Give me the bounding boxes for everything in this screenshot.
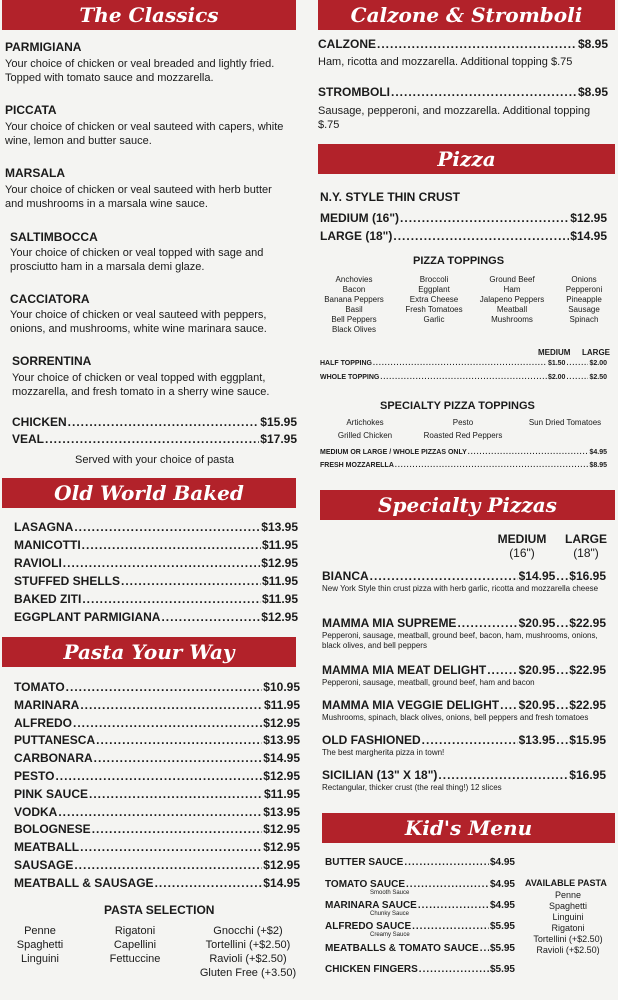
pasta-option: Penne — [24, 925, 56, 937]
price-row-whole-topping — [320, 373, 607, 382]
item-name: LASAGNA — [14, 520, 74, 534]
pasta-option: Rigatoni — [551, 923, 585, 933]
item-name: TOMATO SAUCE — [325, 879, 406, 890]
price-row — [14, 592, 298, 606]
item-price: $13.95 — [263, 804, 300, 819]
item-name: WHOLE TOPPING — [320, 374, 380, 381]
pasta-selection-col — [196, 924, 300, 980]
item-price: $16.95 — [569, 569, 606, 583]
item-price: $2.00 — [547, 374, 566, 381]
pasta-option: Spaghetti — [548, 901, 588, 911]
price-row — [14, 538, 298, 552]
item-name: RAVIOLI — [14, 556, 62, 570]
item-price: $15.95 — [260, 415, 297, 429]
item-subtitle: Creamy Sauce — [370, 932, 410, 938]
item-price: $5.95 — [489, 943, 515, 954]
item-name: MEDIUM (16") — [320, 211, 400, 225]
item-price: $12.95 — [263, 769, 300, 783]
item-name: ALFREDO SAUCE — [325, 921, 412, 932]
item-price: $4.95 — [589, 449, 607, 456]
price-row — [322, 768, 606, 782]
price-row-veal — [12, 432, 297, 446]
price-row — [325, 942, 515, 956]
pasta-option: Rigatoni — [114, 925, 156, 937]
item-price: $11.95 — [261, 574, 298, 588]
specialty-header-large — [562, 532, 610, 560]
item-price: $10.95 — [263, 680, 300, 694]
item-price: $22.95 — [569, 663, 606, 677]
item-price: $17.95 — [260, 432, 297, 446]
price-row — [14, 858, 300, 872]
pasta-selection-col — [100, 924, 170, 966]
pasta-option: Gnocchi (+$2) — [213, 925, 283, 937]
pizza-style: N.Y. STYLE THIN CRUST — [320, 190, 461, 204]
header-size: (18") — [573, 546, 599, 560]
price-row — [322, 663, 606, 677]
classics-item-name: PICCATA — [5, 103, 57, 117]
item-price: $2.50 — [589, 374, 607, 381]
topping: Black Olives — [331, 325, 376, 334]
item-name: MAMMA MIA MEAT DELIGHT — [322, 663, 487, 677]
topping: Sausage — [568, 305, 600, 314]
item-price: $4.95 — [489, 857, 515, 868]
item-name: EGGPLANT PARMIGIANA — [14, 610, 161, 624]
topping-header-medium: MEDIUM — [538, 348, 571, 357]
item-price: $20.95 — [518, 663, 556, 677]
classics-item-name: MARSALA — [5, 166, 65, 180]
item-price: $15.95 — [569, 733, 606, 747]
item-name: PESTO — [14, 769, 55, 783]
item-desc: Pepperoni, sausage, meatball, ground beef, ham and bacon — [322, 678, 535, 687]
price-row — [14, 840, 300, 854]
topping: Mushrooms — [491, 315, 533, 324]
classics-item-name: SORRENTINA — [12, 354, 92, 368]
price-row-specialty-topping — [320, 448, 607, 457]
item-price: $20.95 — [518, 698, 556, 712]
item-name: BAKED ZITI — [14, 592, 82, 606]
topping: Basil — [345, 305, 363, 314]
price-row — [14, 787, 300, 801]
header-size: (16") — [509, 546, 535, 560]
kids-banner: Kid's Menu — [322, 813, 615, 843]
kids-pasta-list — [525, 890, 611, 956]
stromboli-desc: Sausage, pepperoni, and mozzarella. Additional topping $.75 — [318, 105, 591, 131]
item-name: MEATBALL — [14, 840, 80, 855]
price-row-pizza-medium — [320, 211, 607, 225]
price-row-fresh-mozzarella — [320, 461, 607, 470]
pasta-option: Linguini — [552, 912, 584, 922]
pasta-option: Tortellini (+$2.50) — [533, 934, 603, 944]
item-desc: The best margherita pizza in town! — [322, 748, 445, 757]
toppings-col — [476, 275, 548, 325]
topping: Pineapple — [566, 295, 602, 304]
item-subtitle: Smooth Sauce — [370, 890, 410, 896]
price-row — [322, 698, 606, 712]
topping: Garlic — [423, 315, 445, 324]
header-label: MEDIUM — [497, 532, 547, 546]
specialty-pizzas-banner: Specialty Pizzas — [320, 490, 615, 520]
item-price: $12.95 — [261, 610, 298, 624]
topping: Pepperoni — [565, 285, 603, 294]
item-name: MEDIUM OR LARGE / WHOLE PIZZAS ONLY — [320, 449, 467, 456]
pasta-option: Fettuccine — [109, 953, 161, 965]
topping: Onions — [571, 275, 597, 284]
item-price: $11.95 — [263, 786, 300, 801]
specialty-topping: Pesto — [452, 418, 474, 427]
item-name: BUTTER SAUCE — [325, 857, 404, 868]
item-price: $14.95 — [263, 875, 300, 890]
item-price: $14.95 — [570, 229, 607, 243]
price-row — [325, 899, 515, 913]
item-name: ALFREDO — [14, 715, 72, 730]
classics-item-desc: Your choice of chicken or veal sauteed with capers, white wine, lemon and butter sauce. — [5, 121, 284, 147]
pasta-banner: Pasta Your Way — [2, 637, 296, 667]
item-price: $11.95 — [261, 592, 298, 606]
item-price: $4.95 — [489, 879, 515, 890]
item-name: PINK SAUCE — [14, 786, 89, 801]
topping: Ground Beef — [489, 275, 535, 284]
price-row — [322, 569, 606, 583]
price-row — [14, 680, 300, 694]
classics-item-desc: Your choice of chicken or veal sauteed with peppers, onions, and mushrooms, white wine marinara sauce. — [10, 309, 267, 335]
item-name: LARGE (18") — [320, 229, 393, 243]
item-price: $20.95 — [518, 616, 556, 630]
classics-item-name: CACCIATORA — [10, 292, 90, 306]
price-row — [14, 520, 298, 534]
item-name: MARINARA SAUCE — [325, 900, 417, 911]
price-row — [14, 733, 300, 747]
price-row — [325, 856, 515, 870]
pasta-option: Gluten Free (+3.50) — [199, 967, 297, 979]
topping: Meatball — [496, 305, 528, 314]
classics-item-name: PARMIGIANA — [5, 40, 82, 54]
item-price: $12.95 — [263, 715, 300, 730]
item-name: CARBONARA — [14, 751, 93, 766]
price-row — [14, 716, 300, 730]
price-row — [14, 822, 300, 836]
item-price: $12.95 — [263, 840, 300, 855]
item-price: $5.95 — [489, 964, 515, 975]
pasta-option: Ravioli (+$2.50) — [536, 945, 600, 955]
pasta-note: Served with your choice of pasta — [75, 454, 234, 466]
calzone-banner: Calzone & Stromboli — [318, 0, 615, 30]
topping: Broccoli — [419, 275, 449, 284]
specialty-topping: Artichokes — [346, 418, 384, 427]
specialty-topping: Sun Dried Tomatoes — [528, 418, 602, 427]
item-name: CALZONE — [318, 37, 376, 51]
item-name: FRESH MOZZARELLA — [320, 462, 394, 469]
toppings-col — [556, 275, 612, 325]
item-name: TOMATO — [14, 680, 65, 694]
topping: Spinach — [569, 315, 599, 324]
price-row — [14, 574, 298, 588]
item-name: STROMBOLI — [318, 85, 390, 99]
item-name: VEAL — [12, 432, 45, 446]
topping: Fresh Tomatoes — [405, 305, 463, 314]
price-row-pizza-large — [320, 229, 607, 243]
item-price: $13.95 — [261, 520, 298, 534]
price-row-stromboli — [318, 85, 608, 99]
item-price: $11.95 — [261, 538, 298, 552]
item-price: $22.95 — [569, 698, 606, 712]
item-price: $8.95 — [589, 462, 607, 469]
pasta-option: Ravioli (+$2.50) — [209, 953, 287, 965]
topping: Extra Cheese — [409, 295, 459, 304]
item-price: $11.95 — [263, 697, 300, 712]
classics-item-desc: Your choice of chicken or veal topped with sage and prosciutto ham in a marsala demi glaze. — [10, 247, 264, 273]
item-price: $12.95 — [261, 556, 298, 570]
item-name: MAMMA MIA SUPREME — [322, 616, 457, 630]
item-name: SICILIAN (13" X 18") — [322, 768, 438, 782]
item-name: HALF TOPPING — [320, 360, 372, 367]
item-name: MAMMA MIA VEGGIE DELIGHT — [322, 698, 500, 712]
item-price: $22.95 — [569, 616, 606, 630]
classics-item-desc: Your choice of chicken or veal topped with eggplant, mozzarella, and fresh tomato in a sherry wine sauce. — [12, 372, 270, 398]
item-name: CHICKEN — [12, 415, 67, 429]
price-row — [325, 920, 515, 934]
item-price: $13.95 — [263, 733, 300, 748]
item-name: PUTTANESCA — [14, 733, 96, 748]
price-row-half-topping — [320, 359, 607, 368]
topping: Eggplant — [418, 285, 450, 294]
item-price: $14.95 — [263, 751, 300, 766]
item-desc: Pepperoni, sausage, meatball, ground beef, bacon, ham, mushrooms, onions, black olives, and bell peppers — [322, 631, 598, 650]
item-price: $13.95 — [518, 733, 556, 747]
item-desc: Rectangular, thicker crust (the real thing!) 12 slices — [322, 783, 502, 792]
item-subtitle: Chunky Sauce — [370, 911, 410, 917]
item-price: $2.00 — [589, 360, 607, 367]
topping: Bell Peppers — [331, 315, 377, 324]
item-name: OLD FASHIONED — [322, 733, 421, 747]
classics-item-desc: Your choice of chicken or veal breaded and lightly fried. Topped with tomato sauce and mozzarella. — [5, 58, 275, 84]
item-price: $1.50 — [547, 360, 566, 367]
classics-banner: The Classics — [2, 0, 296, 30]
toppings-col — [320, 275, 388, 335]
price-row — [14, 769, 300, 783]
header-label: LARGE — [565, 532, 607, 546]
item-desc: New York Style thin crust pizza with herb garlic, ricotta and mozzarella cheese — [322, 584, 599, 593]
price-row-chicken — [12, 415, 297, 429]
toppings-col — [400, 275, 468, 325]
toppings-title: PIZZA TOPPINGS — [413, 255, 505, 267]
pasta-option: Linguini — [21, 953, 59, 965]
price-row — [322, 616, 606, 630]
price-row — [14, 751, 300, 765]
price-row — [14, 805, 300, 819]
kids-pasta-title: AVAILABLE PASTA — [525, 878, 607, 888]
topping: Jalapeno Peppers — [479, 295, 545, 304]
classics-item-desc: Your choice of chicken or veal sauteed with herb butter and mushrooms in a marsala wine sauce. — [5, 184, 272, 210]
item-price: $12.95 — [570, 211, 607, 225]
item-price: $14.95 — [518, 569, 556, 583]
pasta-option: Spaghetti — [16, 939, 64, 951]
item-name: STUFFED SHELLS — [14, 574, 121, 588]
topping-header-large: LARGE — [582, 348, 610, 357]
item-name: CHICKEN FINGERS — [325, 964, 418, 975]
pasta-selection-title: PASTA SELECTION — [104, 903, 215, 917]
price-row — [14, 610, 298, 624]
topping: Banana Peppers — [324, 295, 384, 304]
pasta-option: Penne — [554, 890, 582, 900]
pasta-selection-col — [10, 924, 70, 966]
calzone-desc: Ham, ricotta and mozzarella. Additional topping $.75 — [318, 56, 573, 68]
specialty-toppings-title: SPECIALTY PIZZA TOPPINGS — [380, 400, 535, 412]
pasta-option: Capellini — [113, 939, 157, 951]
item-name: VODKA — [14, 804, 58, 819]
specialty-topping: Roasted Red Peppers — [423, 431, 503, 440]
item-name: BOLOGNESE — [14, 822, 91, 837]
item-price: $16.95 — [569, 768, 606, 782]
item-name: MARINARA — [14, 697, 80, 712]
item-name: MANICOTTI — [14, 538, 81, 552]
item-price: $12.95 — [263, 822, 300, 837]
specialty-topping: Grilled Chicken — [337, 431, 393, 440]
item-name: MEATBALLS & TOMATO SAUCE — [325, 943, 479, 954]
pizza-banner: Pizza — [318, 144, 615, 174]
item-price: $5.95 — [489, 921, 515, 932]
price-row-calzone — [318, 37, 608, 51]
specialty-header-medium — [494, 532, 550, 560]
item-price: $8.95 — [577, 37, 608, 51]
price-row — [14, 698, 300, 712]
price-row — [325, 878, 515, 892]
item-price: $12.95 — [263, 858, 300, 872]
baked-banner: Old World Baked — [2, 478, 296, 508]
item-desc: Mushrooms, spinach, black olives, onions, bell peppers and fresh tomatoes — [322, 713, 589, 722]
price-row — [14, 876, 300, 890]
item-price: $4.95 — [489, 900, 515, 911]
topping: Bacon — [342, 285, 366, 294]
item-price: $8.95 — [577, 85, 608, 99]
item-name: MEATBALL & SAUSAGE — [14, 875, 154, 890]
pasta-option: Tortellini (+$2.50) — [205, 939, 291, 951]
classics-item-name: SALTIMBOCCA — [10, 230, 98, 244]
item-name: SAUSAGE — [14, 858, 74, 872]
topping: Anchovies — [335, 275, 373, 284]
price-row — [14, 556, 298, 570]
item-name: BIANCA — [322, 569, 369, 583]
topping: Ham — [503, 285, 521, 294]
price-row — [325, 963, 515, 977]
price-row — [322, 733, 606, 747]
